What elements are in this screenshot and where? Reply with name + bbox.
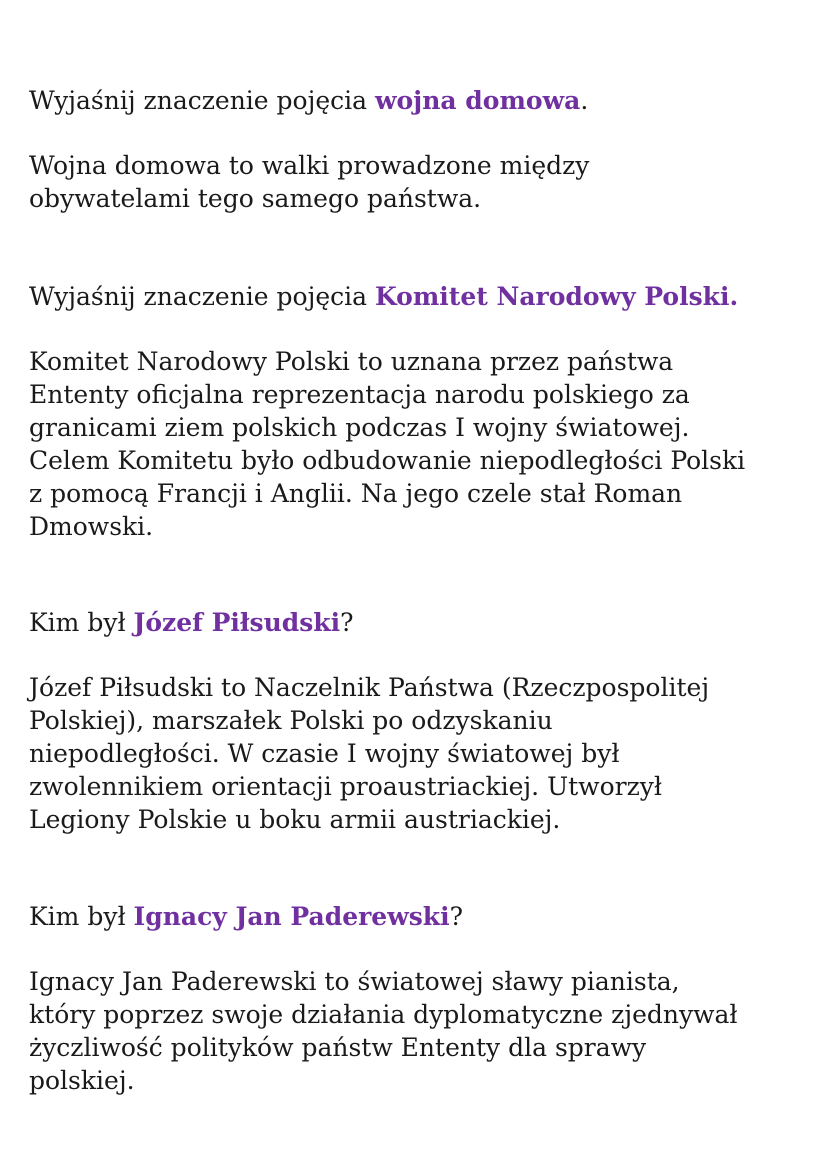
question-3 (29, 606, 709, 639)
answer-3: Józef Piłsudski to Naczelnik Państwa (Rzeczpospolitej Polskiej), marszałek Polski po odzyskaniu niepodległości. W czasie I wojny światowej był zwolennikiem orientacji proaustriackiej. Utworzył Legiony Polskie u boku armii austriackiej. (29, 673, 710, 834)
question-1-prefix: Wyjaśnij znaczenie pojęcia (29, 86, 375, 115)
question-3-prefix: Kim był (29, 608, 134, 637)
question-3-suffix: ? (340, 608, 354, 637)
question-4 (29, 900, 738, 933)
answer-1: Wojna domowa to walki prowadzone między obywatelami tego samego państwa. (29, 151, 590, 213)
answer-4: Ignacy Jan Paderewski to światowej sławy pianista, który poprzez swoje działania dyplomatyczne zjednywał życzliwość polityków państw Ententy dla sprawy polskiej. (29, 967, 738, 1095)
section-1 (29, 84, 589, 215)
section-4 (29, 900, 738, 1097)
section-2 (29, 280, 745, 543)
section-3 (29, 606, 709, 836)
question-4-prefix: Kim był (29, 902, 134, 931)
term-4: Ignacy Jan Paderewski (133, 902, 450, 931)
question-4-suffix: ? (449, 902, 464, 931)
answer-2: Komitet Narodowy Polski to uznana przez państwa Ententy oficjalna reprezentacja narodu polskiego za granicami ziem polskich podczas I wojny światowej. Celem Komitetu było odbudowanie niepodległości Polski z pomocą Francji i Anglii. Na jego czele stał Roman Dmowski. (29, 347, 746, 541)
term-3: Józef Piłsudski (133, 608, 341, 637)
term-2: Komitet Narodowy Polski. (374, 282, 739, 311)
question-2-prefix: Wyjaśnij znaczenie pojęcia (29, 282, 375, 311)
question-1-suffix: . (580, 86, 589, 115)
term-1: wojna domowa (374, 86, 581, 115)
question-1 (29, 84, 589, 117)
question-2 (29, 280, 745, 313)
